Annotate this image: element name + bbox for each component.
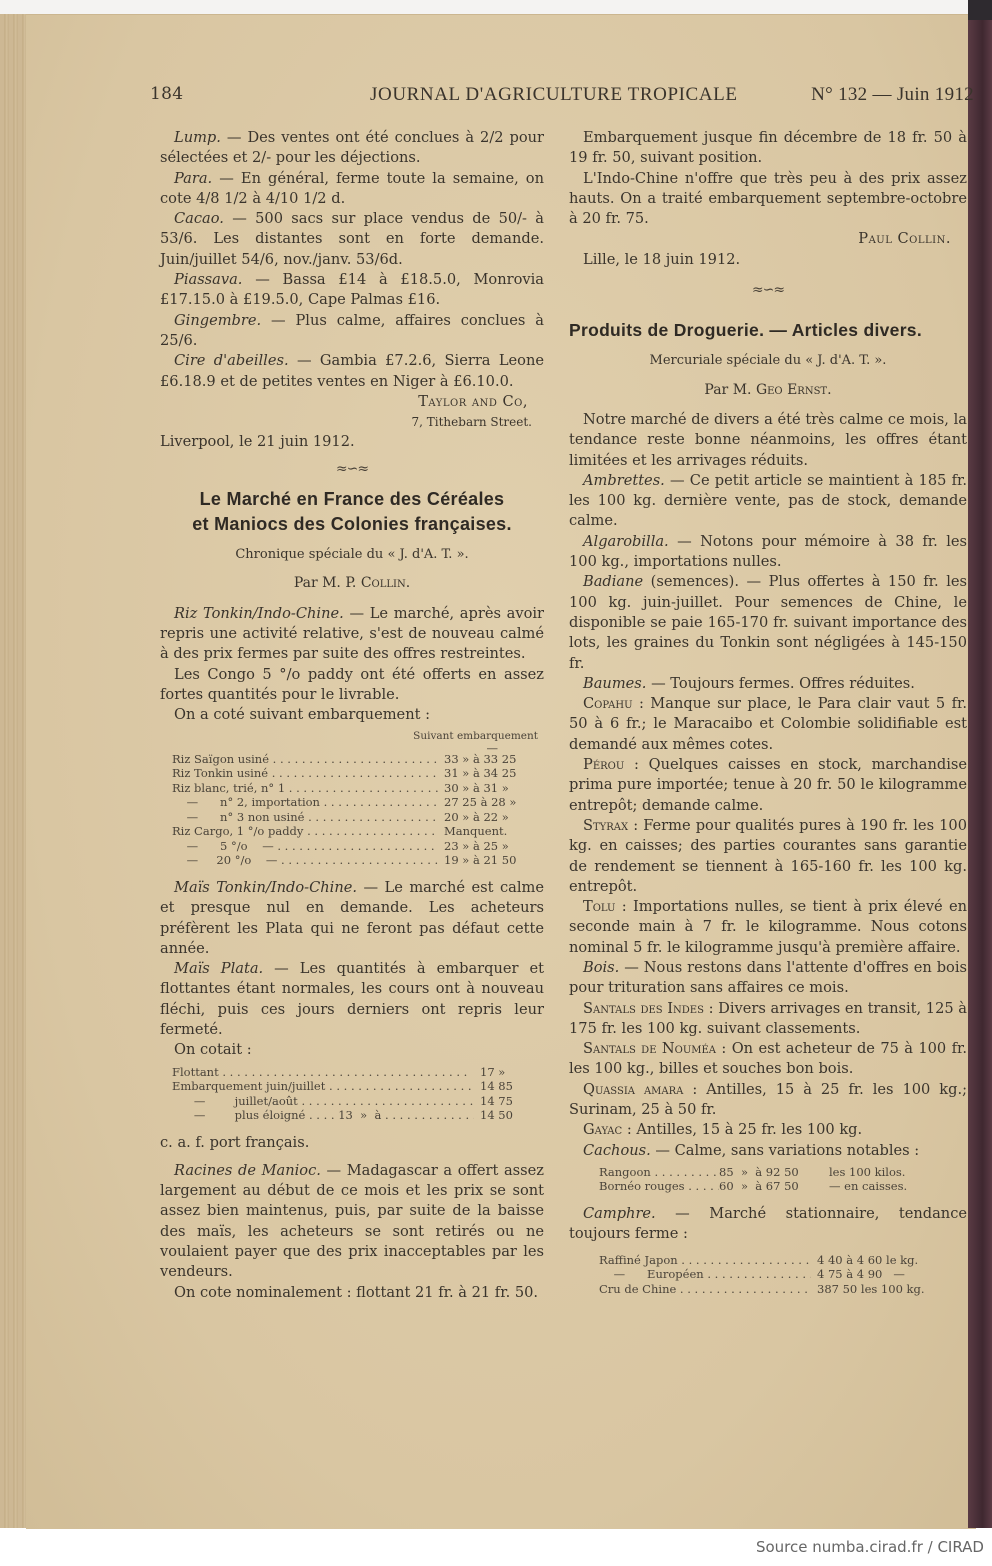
paragraph-perou: Pérou : Quelques caisses en stock, marchandise prima pure importée; tenue à 20 fr. 50 le kilogramme entrepôt; demande calme. bbox=[569, 756, 967, 814]
paragraph-baumes: Baumes. — Toujours fermes. Offres réduites. bbox=[583, 674, 915, 692]
caf-note: c. a. f. port français. bbox=[160, 1133, 310, 1151]
table-row: Raffiné Japon . . . 4 40 à 4 60 le kg. bbox=[599, 1253, 967, 1268]
paragraph-mais-plata: Maïs Plata. — Les quantités à embarquer et flottantes étant normales, les cours ont à nouveau fléchi, puis ces jours derniers ont repris leur fermeté. bbox=[160, 960, 544, 1038]
paragraph-santals-indes: Santals des Indes : Divers arrivages en transit, 125 à 175 fr. les 100 kg. suivant classements. bbox=[569, 999, 968, 1037]
paragraph-algarobilla: Algarobilla. — Notons pour mémoire à 38 fr. les 100 kg., importations nulles. bbox=[569, 532, 967, 571]
ornament-divider-icon: ≈∽≈ bbox=[751, 282, 785, 299]
table-row: Cru de Chine . . . 387 50 les 100 kg. bbox=[599, 1282, 967, 1297]
paragraph-santals-noumea: Santals de Nouméa : On est acheteur de 75 à 100 fr. les 100 kg., billes et souches bon bois. bbox=[569, 1040, 967, 1078]
article-title-line1: Le Marché en France des Céréales bbox=[199, 489, 505, 510]
table-row: Flottant . . . 17 » bbox=[172, 1065, 544, 1080]
paragraph-camphre: Camphre. — Marché stationnaire, tendance toujours ferme : bbox=[569, 1204, 967, 1243]
table-column-header: Suivant embarquement bbox=[413, 730, 538, 743]
article-byline: Par M. Geo Ernst. bbox=[704, 381, 832, 398]
paragraph-cachous: Cachous. — Calme, sans variations notables : bbox=[583, 1141, 920, 1159]
liverpool-report bbox=[160, 128, 544, 453]
paragraph-cacao: Cacao. — 500 sacs sur place vendus de 50/- à 53/6. Les distantes sont en forte demande. Juin/juillet 54/6, nov./janv. 53/6d. bbox=[160, 210, 544, 268]
paragraph-intro: Notre marché de divers a été très calme ce mois, la tendance reste bonne néanmoins, les offres étant limitées et les arrivages réduits. bbox=[569, 410, 967, 469]
ornament-divider-icon: ≈∽≈ bbox=[335, 460, 369, 477]
paragraph-cire: Cire d'abeilles. — Gambia £7.2.6, Sierra Leone £6.18.9 et de petites ventes en Niger à £6.10.0. bbox=[160, 352, 544, 390]
paragraph-embarquement: Embarquement jusque fin décembre de 18 fr. 50 à 19 fr. 50, suivant position. bbox=[569, 129, 967, 167]
table-row: Rangoon . . . 85 » à 92 50 les 100 kilos. bbox=[599, 1165, 967, 1180]
table-row: — plus éloigné . . . . 13 » à . . . 14 50 bbox=[172, 1108, 544, 1123]
signature-collin: Paul Collin. bbox=[858, 230, 951, 248]
table-row: — 20 °/o — . . . 19 » à 21 50 bbox=[172, 853, 544, 868]
table-row: Embarquement juin/juillet . . . 14 85 bbox=[172, 1079, 544, 1094]
paragraph-nominal: On cote nominalement : flottant 21 fr. à 21 fr. 50. bbox=[174, 1283, 539, 1301]
table-row: Bornéo rouges . . . 60 » à 67 50 — en caisses. bbox=[599, 1179, 967, 1194]
left-column bbox=[160, 128, 544, 1303]
source-credit: Source numba.cirad.fr / CIRAD bbox=[755, 1538, 984, 1556]
paragraph-para: Para. — En général, ferme toute la semaine, on cote 4/8 1/2 à 4/10 1/2 d. bbox=[160, 169, 544, 207]
signature-taylor: Taylor and Co, bbox=[418, 392, 528, 410]
paragraph-indochine: L'Indo-Chine n'offre que très peu à des prix assez hauts. On a traité embarquement septembre-octobre à 20 fr. 75. bbox=[569, 169, 967, 228]
paragraph-cotait-intro: On cotait : bbox=[174, 1041, 252, 1059]
paragraph-badiane: Badiane (semences). — Plus offertes à 150 fr. les 100 kg. juin-juillet. Pour semences de Chine, le disponible se paie 165-170 fr. suivant importance des lots, les graines du Tonkin sont négligées à 145-150 fr. bbox=[569, 573, 967, 672]
article-title: Produits de Droguerie. — Articles divers. bbox=[569, 320, 922, 341]
place-date-lille: Lille, le 18 juin 1912. bbox=[583, 250, 741, 268]
binding-top bbox=[968, 0, 992, 20]
article-byline: Par M. P. Collin. bbox=[293, 575, 411, 592]
page-number: 184 bbox=[150, 84, 184, 104]
paragraph-congo: Les Congo 5 °/o paddy ont été offerts en assez fortes quantités pour le livrable. bbox=[160, 665, 544, 703]
paragraph-gayac: Gayac : Antilles, 15 à 25 fr. les 100 kg. bbox=[583, 1121, 863, 1139]
paragraph-copahu: Copahu : Manque sur place, le Para clair vaut 5 fr. 50 à 6 fr.; le Maracaibo et Colombie solidifiable est demandé aux mêmes cotes. bbox=[569, 695, 967, 753]
paragraph-lump: Lump. — Des ventes ont été conclues à 2/2 pour sélectées et 2/- pour les déjections. bbox=[160, 129, 544, 167]
table-header-dash: — bbox=[486, 740, 498, 755]
article-title-line2: et Maniocs des Colonies françaises. bbox=[192, 514, 512, 535]
paragraph-styrax: Styrax : Ferme pour qualités pures à 190 fr. les 100 kg. en caisses; des parties courantes sans garantie de rendement se tiennent à 165-160 fr. les 100 kg. entrepôt. bbox=[569, 816, 967, 895]
paragraph-piassava: Piassava. — Bassa £14 à £18.5.0, Monrovia £17.15.0 à £19.5.0, Cape Palmas £16. bbox=[160, 271, 544, 309]
address-tithebarn: 7, Tithebarn Street. bbox=[411, 415, 532, 430]
paragraph-bois: Bois. — Nous restons dans l'attente d'offres en bois pour trituration sans affaires ce mois. bbox=[569, 958, 967, 997]
riz-price-table bbox=[172, 729, 544, 868]
table-row: — 5 °/o — . . . 23 » à 25 » bbox=[172, 839, 544, 854]
paragraph-manioc: Racines de Manioc. — Madagascar a offert assez largement au début de ce mois et les prix se sont assez bien maintenus, puis, par suite de la baisse des maïs, les acheteurs se sont retirés ou ne voulaient payer que des prix inacceptables par les vendeurs. bbox=[160, 1161, 544, 1281]
paragraph-ambrettes: Ambrettes. — Ce petit article se maintient à 185 fr. les 100 kg. dernière vente, pas de stock, demande calme. bbox=[569, 471, 967, 530]
table-row: — n° 3 non usiné . . . 20 » à 22 » bbox=[172, 810, 544, 825]
cachous-price-table bbox=[599, 1165, 967, 1194]
paragraph-cote-intro: On a coté suivant embarquement : bbox=[174, 706, 431, 724]
right-column bbox=[569, 128, 967, 1306]
running-header bbox=[150, 84, 980, 108]
camphre-price-table bbox=[599, 1253, 967, 1297]
paragraph-quassia: Quassia amara : Antilles, 15 à 25 fr. les 100 kg.; Surinam, 25 à 50 fr. bbox=[569, 1080, 967, 1119]
article-subtitle: Mercuriale spéciale du « J. d'A. T. ». bbox=[649, 353, 887, 369]
cereales-article bbox=[160, 487, 544, 1303]
table-row: Riz blanc, trié, n° 1 . . . 30 » à 31 » bbox=[172, 781, 544, 796]
table-row: Riz Saïgon usiné . . . 33 » à 33 25 bbox=[172, 752, 544, 767]
journal-title: JOURNAL D'AGRICULTURE TROPICALE bbox=[370, 84, 738, 105]
droguerie-article bbox=[569, 318, 967, 1296]
table-row: — n° 2, importation . . . 27 25 à 28 » bbox=[172, 795, 544, 810]
book-binding bbox=[968, 0, 992, 1528]
table-row: — Européen . . . 4 75 à 4 90 — bbox=[599, 1267, 967, 1282]
table-row: — juillet/août . . . 14 75 bbox=[172, 1094, 544, 1109]
issue-label: N° 132 — Juin 1912 bbox=[811, 84, 974, 105]
article-subtitle: Chronique spéciale du « J. d'A. T. ». bbox=[235, 547, 469, 563]
paragraph-gingembre: Gingembre. — Plus calme, affaires conclues à 25/6. bbox=[160, 311, 544, 349]
paragraph-riz-tonkin: Riz Tonkin/Indo-Chine. — Le marché, après avoir repris une activité relative, s'est de nouveau calmé à des prix fermes par suite des offres restreintes. bbox=[160, 604, 545, 663]
place-date-liverpool: Liverpool, le 21 juin 1912. bbox=[160, 433, 355, 451]
table-row: Riz Tonkin usiné . . . 31 » à 34 25 bbox=[172, 766, 544, 781]
table-row: Riz Cargo, 1 °/o paddy . . . Manquent. bbox=[172, 824, 544, 839]
mais-price-table bbox=[172, 1065, 544, 1123]
paragraph-tolu: Tolu : Importations nulles, se tient à prix élevé en seconde main à 7 fr. le kilogramme. Nous cotons nominal 5 fr. le kilogramme jusqu'à première affaire. bbox=[569, 898, 967, 956]
paragraph-mais-tonkin: Maïs Tonkin/Indo-Chine. — Le marché est calme et presque nul en demande. Les acheteurs préfèrent les Plata qui ne feront pas défaut cette année. bbox=[160, 878, 544, 957]
